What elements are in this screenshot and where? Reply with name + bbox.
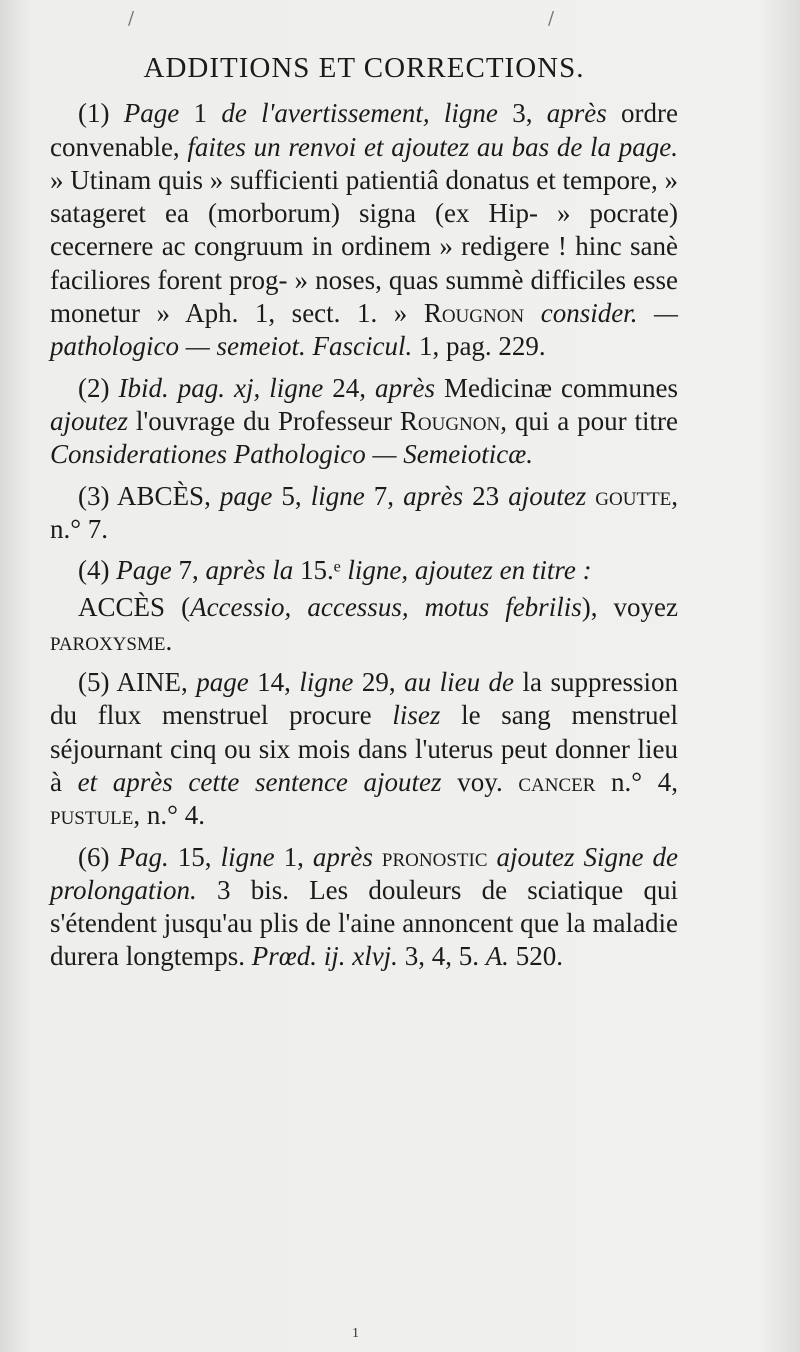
correction-4: (4) Page 7, après la 15.ᵉ ligne, ajoutez en titre :	[78, 555, 592, 586]
correction-3: (3) ABCÈS, page 5, ligne 7, après 23 ajoutez goutte, n.° 7.	[50, 480, 679, 544]
margin-mark: /	[128, 8, 135, 29]
page-title: ADDITIONS ET CORRECTIONS.	[143, 52, 585, 84]
correction-1: (1) Page 1 de l'avertissement, ligne 3, après ordre convenable, faites un renvoi et ajoutez au bas de la page. » Utinam quis » sufficienti patientiâ donatus et tempore, » satageret ea (morborum) signa (ex Hip- » pocrate) cecernere ac congruum in ordinem » redigere ! hinc sanè faciliores forent prog- » noses, quas summè difficiles esse monetur » Aph. 1, sect. 1. » Rougnon consider. — pathologico — semeiot. Fascicul. 1, pag. 229.	[50, 98, 679, 362]
margin-mark: /	[548, 8, 555, 29]
correction-5: (5) AINE, page 14, ligne 29, au lieu de la suppression du flux menstruel procure lisez le sang menstruel séjournant cinq ou six mois dans l'uterus peut donner lieu à et après cette sentence ajoutez voy. cancer n.° 4, pustule, n.° 4.	[50, 667, 678, 831]
correction-2: (2) Ibid. pag. xj, ligne 24, après Medicinæ communes ajoutez l'ouvrage du Professeur Rougnon, qui a pour titre Considerationes Pathologico — Semeioticæ.	[50, 372, 679, 470]
correction-4-entry: ACCÈS (Accessio, accessus, motus febrilis), voyez paroxysme.	[50, 592, 678, 656]
folio-number: 1	[352, 1326, 359, 1341]
page-content	[50, 52, 678, 982]
correction-6: (6) Pag. 15, ligne 1, après pronostic ajoutez Signe de prolongation. 3 bis. Les douleurs de sciatique qui s'étendent jusqu'au plis de l'aine annoncent que la maladie durera longtemps. Prœd. ij. xlvj. 3, 4, 5. A. 520.	[50, 841, 679, 972]
